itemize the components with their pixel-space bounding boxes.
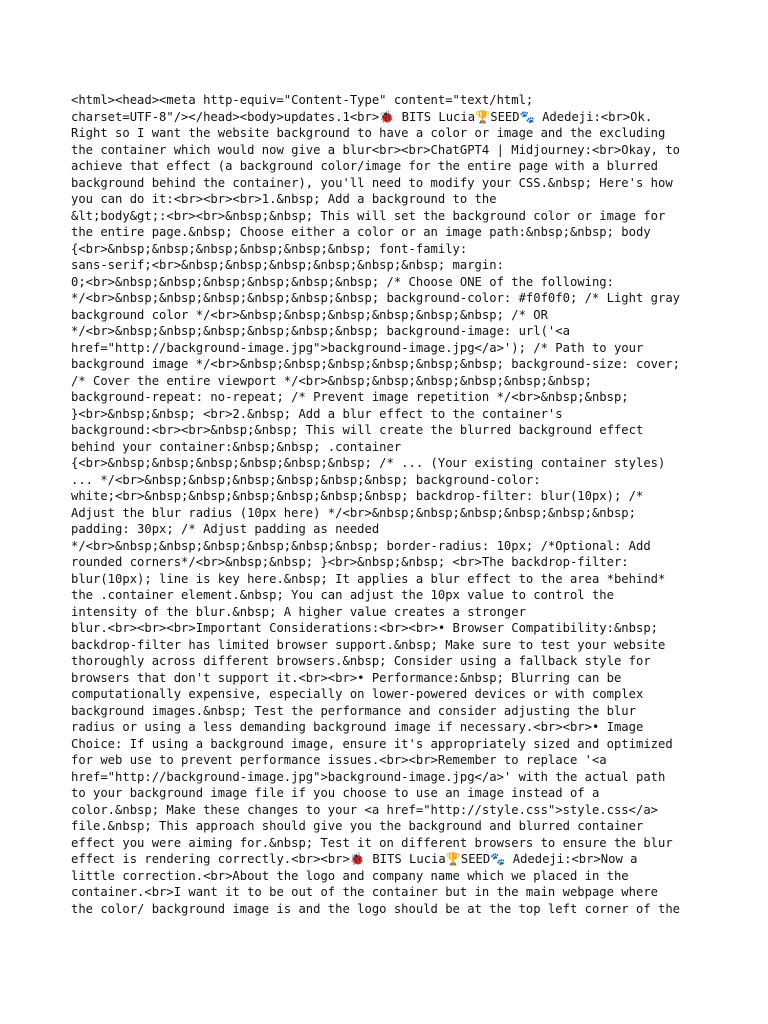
text-line: Adjust the blur radius (10px here) */<br>&nbsp;&nbsp;&nbsp;&nbsp;&nbsp;&nbsp; (71, 505, 636, 520)
text-line: {<br>&nbsp;&nbsp;&nbsp;&nbsp;&nbsp;&nbsp; /* ... (Your existing container styles) (71, 456, 666, 470)
text-line: background image */<br>&nbsp;&nbsp;&nbsp;&nbsp;&nbsp;&nbsp; background-size: cover; (71, 357, 681, 371)
text-line: {<br>&nbsp;&nbsp;&nbsp;&nbsp;&nbsp;&nbsp; font-family: (71, 241, 468, 256)
text-line: */<br>&nbsp;&nbsp;&nbsp;&nbsp;&nbsp;&nbsp; border-radius: 10px; /*Optional: Add (71, 538, 651, 553)
text-line: file.&nbsp; This approach should give you the background and blurred container (71, 819, 644, 833)
text-line: href="http://background-image.jpg">background-image.jpg</a>'); /* Path to your (71, 340, 644, 355)
text-line: thoroughly across different browsers.&nbsp; Consider using a fallback style for (71, 654, 651, 668)
text-line: the entire page.&nbsp; Choose either a color or an image path:&nbsp;&nbsp; body (71, 225, 651, 239)
text-line: backdrop-filter has limited browser support.&nbsp; Make sure to test your website (71, 637, 666, 652)
text-line: */<br>&nbsp;&nbsp;&nbsp;&nbsp;&nbsp;&nbsp; background-image: url('<a (71, 324, 570, 338)
text-line: }<br>&nbsp;&nbsp; <br>2.&nbsp; Add a blur effect to the container's (71, 406, 563, 421)
text-line: Choice: If using a background image, ensure it's appropriately sized and optimized (71, 736, 673, 751)
text-line: &lt;body&gt;:<br><br>&nbsp;&nbsp; This will set the background color or image for (71, 208, 666, 223)
text-line: charset=UTF-8"/></head><body>updates.1<br>🐞 BITS Lucia🏆SEED🐾 Adedeji:<br>Ok. (71, 109, 653, 124)
text-line: effect you were aiming for.&nbsp; Test it on different browsers to ensure the blur (71, 835, 673, 850)
text-line: rounded corners*/<br>&nbsp;&nbsp; }<br>&nbsp;&nbsp; <br>The backdrop-filter: (71, 555, 629, 569)
text-line: computationally expensive, especially on lower-powered devices or with complex (71, 687, 644, 701)
text-line: sans-serif;<br>&nbsp;&nbsp;&nbsp;&nbsp;&nbsp;&nbsp; margin: (71, 258, 504, 272)
text-line: padding: 30px; /* Adjust padding as needed (71, 522, 380, 536)
text-line: background:<br><br>&nbsp;&nbsp; This will create the blurred background effect (71, 423, 644, 437)
text-line: behind your container:&nbsp;&nbsp; .container (71, 439, 402, 454)
text-line: ... */<br>&nbsp;&nbsp;&nbsp;&nbsp;&nbsp;&nbsp; background-color: (71, 472, 541, 487)
text-line: container.<br>I want it to be out of the container but in the main webpage where (71, 885, 658, 899)
source-text-block (71, 92, 711, 917)
text-line: the container which would now give a blur<br><br>ChatGPT4 | Midjourney:<br>Okay, to (71, 142, 681, 157)
text-line: to your background image file if you choose to use an image instead of a (71, 786, 600, 800)
text-line: you can do it:<br><br><br>1.&nbsp; Add a background to the (71, 192, 497, 206)
text-line: little correction.<br>About the logo and company name which we placed in the (71, 868, 629, 883)
text-line: for web use to prevent performance issues.<br><br>Remember to replace '<a (71, 753, 607, 767)
text-line: Right so I want the website background to have a color or image and the excluding (71, 126, 666, 140)
text-line: browsers that don't support it.<br><br>• Performance:&nbsp; Blurring can be (71, 670, 622, 685)
text-line: blur(10px); line is key here.&nbsp; It applies a blur effect to the area *behind* (71, 571, 666, 586)
text-line: background color */<br>&nbsp;&nbsp;&nbsp;&nbsp;&nbsp;&nbsp; /* OR (71, 307, 548, 322)
text-line: intensity of the blur.&nbsp; A higher value creates a stronger (71, 604, 526, 619)
text-line: achieve that effect (a background color/image for the entire page with a blurred (71, 159, 658, 173)
text-line: color.&nbsp; Make these changes to your <a href="http://style.css">style.css</a> (71, 802, 658, 817)
text-line: 0;<br>&nbsp;&nbsp;&nbsp;&nbsp;&nbsp;&nbsp; /* Choose ONE of the following: (71, 274, 614, 289)
text-line: effect is rendering correctly.<br><br>🐞 BITS Lucia🏆SEED🐾 Adedeji:<br>Now a (71, 852, 638, 866)
text-line: background-repeat: no-repeat; /* Prevent image repetition */<br>&nbsp;&nbsp; (71, 390, 629, 404)
text-line: the color/ background image is and the logo should be at the top left corner of the (71, 901, 681, 916)
text-line: the .container element.&nbsp; You can adjust the 10px value to control the (71, 588, 614, 602)
text-line: background behind the container), you'll need to modify your CSS.&nbsp; Here's how (71, 175, 673, 190)
text-line: blur.<br><br><br>Important Considerations:<br><br>• Browser Compatibility:&nbsp; (71, 621, 658, 635)
text-line: */<br>&nbsp;&nbsp;&nbsp;&nbsp;&nbsp;&nbsp; background-color: #f0f0f0; /* Light gray (71, 291, 681, 305)
text-line: white;<br>&nbsp;&nbsp;&nbsp;&nbsp;&nbsp;&nbsp; backdrop-filter: blur(10px); /* (71, 489, 644, 503)
text-line: href="http://background-image.jpg">background-image.jpg</a>' with the actual path (71, 769, 666, 784)
text-line: /* Cover the entire viewport */<br>&nbsp;&nbsp;&nbsp;&nbsp;&nbsp;&nbsp; (71, 373, 592, 388)
text-line: radius or using a less demanding background image if necessary.<br><br>• Image (71, 720, 644, 734)
text-line: <html><head><meta http-equiv="Content-Type" content="text/html; (71, 93, 534, 107)
text-line: background images.&nbsp; Test the performance and consider adjusting the blur (71, 703, 636, 718)
